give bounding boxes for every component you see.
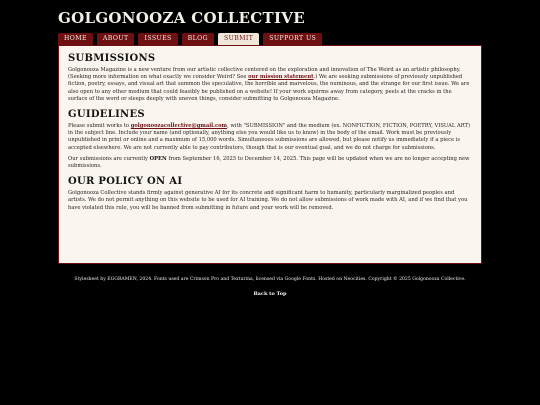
- content-panel: [58, 45, 482, 264]
- guidelines-paragraph-1: [68, 123, 472, 152]
- guidelines-text-1: Please submit works to: [68, 123, 131, 130]
- guidelines-text-2: , with "SUBMISSION" and the medium (ex. NONFICTION, FICTION, POETRY, VISUAL ART) in the subject line. Include your name (and optionally, anything else you would like us to know) in the body of the email. Work must be previously unpublished in print or online and a maximum of 15,000 words. Simultaneous submissions are allowed, but please notify us immediately if a piece is accepted elsewhere. We are not currently able to pay contributors, though that is our eventual goal, and we do not charge for submissions.: [68, 123, 470, 151]
- guidelines-heading: GUIDELINES: [68, 109, 145, 121]
- nav-about[interactable]: ABOUT: [97, 33, 135, 45]
- status-text-2: from September 16, 2025 to December 14, 2025. This page will be updated when we are no longer accepting new submissions.: [68, 155, 470, 170]
- back-to-top-link[interactable]: Back to Top: [253, 291, 287, 297]
- footer-credits: Stylesheet by EGGRAMEN, 2024. Fonts used are Crimson Pro and Texturina, licensed via Google Fonts. Hosted on Neocities. Copyright © 2025 Golgonooza Collective.: [74, 277, 466, 282]
- submissions-text-2: .) We are seeking submissions of previously unpublished fiction, poetry, essays, and visual art that summon the speculative, the horrible and marvelous, the numinous, and the strange for our first issue. We are also open to any other medium that could feasibly be published on a website! If your work squirms away from category, peels at the cracks in the surface of the word or sleeps deeply with uneven things, consider submitting to Golgonooza Magazine.: [68, 74, 470, 102]
- nav-support-us[interactable]: SUPPORT US: [263, 33, 322, 45]
- ai-policy-paragraph: Golgonooza Collective stands firmly against generative AI for its concrete and significant harm to humanity, particularly marginalized peoples and artists. We do not permit anything on this website to be used for AI training. We do not allow submissions of work made with AI, and if we find that you have violated this rule, you will be banned from submitting in future and your work will be removed.: [68, 190, 468, 211]
- submissions-text-1: Golgonooza Magazine is a new venture from our artistic collective centered on the exploration and innovation of The Weird as an artistic philosophy. (Seeking more information on what exactly we consider Weird? See: [68, 67, 461, 81]
- submission-status: OPEN: [149, 155, 167, 162]
- mission-statement-link[interactable]: our mission statement: [248, 74, 314, 81]
- submissions-paragraph: [68, 67, 472, 103]
- main-nav: [58, 33, 322, 45]
- nav-blog[interactable]: BLOG: [182, 33, 214, 45]
- site-title: GOLGONOOZA COLLECTIVE: [58, 9, 305, 27]
- nav-submit[interactable]: SUBMIT: [218, 33, 259, 45]
- submissions-heading: SUBMISSIONS: [68, 53, 156, 64]
- ai-policy-heading: OUR POLICY ON AI: [68, 176, 183, 188]
- status-text-1: Our submissions are currently: [68, 155, 150, 162]
- nav-issues[interactable]: ISSUES: [138, 33, 177, 45]
- nav-home[interactable]: HOME: [58, 33, 93, 45]
- guidelines-paragraph-2: [68, 156, 472, 170]
- email-link[interactable]: golgonoozacollective@gmail.com: [130, 123, 228, 130]
